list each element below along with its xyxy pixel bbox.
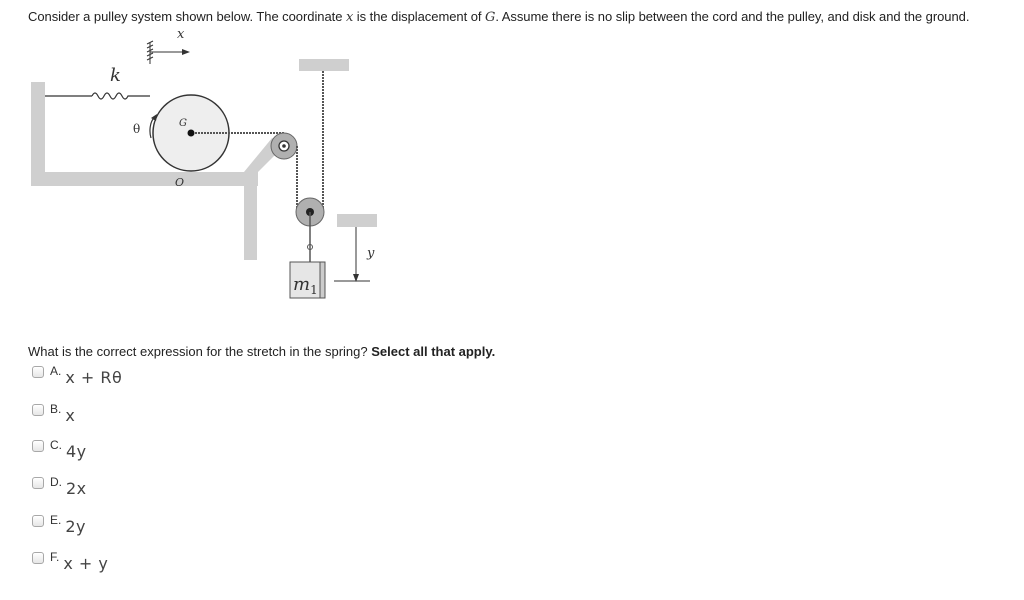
disk-center-g [188, 130, 195, 137]
option-b[interactable] [32, 402, 75, 425]
option-f-letter: F. [50, 550, 60, 564]
label-m1-sub: 1 [310, 283, 318, 297]
option-c-expression: 4y [66, 442, 87, 461]
option-a[interactable] [32, 364, 122, 387]
intro-text-3: . Assume there is no slip between the cord and the pulley, and disk and the ground. [495, 9, 970, 24]
y-reference-bar [337, 214, 377, 227]
option-e[interactable] [32, 513, 86, 536]
label-y: y [367, 246, 375, 261]
var-g: G [485, 10, 496, 25]
option-a-checkbox[interactable] [32, 366, 44, 378]
intro-text-2: is the displacement of [353, 9, 486, 24]
option-c-letter: C. [50, 438, 62, 452]
ground-frame [31, 82, 284, 260]
option-d-expression: 2x [66, 479, 87, 498]
var-x: x [345, 10, 354, 25]
option-f[interactable] [32, 550, 108, 573]
question-text [28, 344, 495, 359]
upper-pulley-pin [282, 144, 286, 148]
question-prompt: What is the correct expression for the stretch in the spring? [28, 344, 372, 359]
option-f-expression: x + y [63, 554, 109, 573]
option-e-letter: E. [50, 513, 62, 527]
option-f-checkbox[interactable] [32, 552, 44, 564]
option-d-checkbox[interactable] [32, 477, 44, 489]
option-d[interactable] [32, 475, 87, 498]
label-x: x [177, 27, 185, 42]
option-b-checkbox[interactable] [32, 404, 44, 416]
option-d-letter: D. [50, 475, 62, 489]
mass-block-side [320, 262, 325, 298]
label-k: k [110, 65, 121, 86]
label-theta: θ [133, 122, 141, 136]
intro-text-1: Consider a pulley system shown below. The coordinate [28, 9, 346, 24]
option-c[interactable] [32, 438, 87, 461]
label-m1-main: m [293, 274, 311, 295]
option-e-checkbox[interactable] [32, 515, 44, 527]
question-emphasis: Select all that apply. [371, 344, 496, 359]
option-b-expression: x [65, 406, 76, 425]
spring-coils [92, 93, 150, 99]
option-c-checkbox[interactable] [32, 440, 44, 452]
option-b-letter: B. [50, 402, 62, 416]
label-o: O [175, 176, 185, 189]
option-e-expression: 2y [65, 517, 86, 536]
x-coordinate-marker [147, 41, 190, 64]
option-a-letter: A. [50, 364, 62, 378]
label-g: G [179, 118, 187, 129]
ceiling-support [299, 59, 349, 71]
option-a-expression: x + Rθ [65, 368, 123, 387]
